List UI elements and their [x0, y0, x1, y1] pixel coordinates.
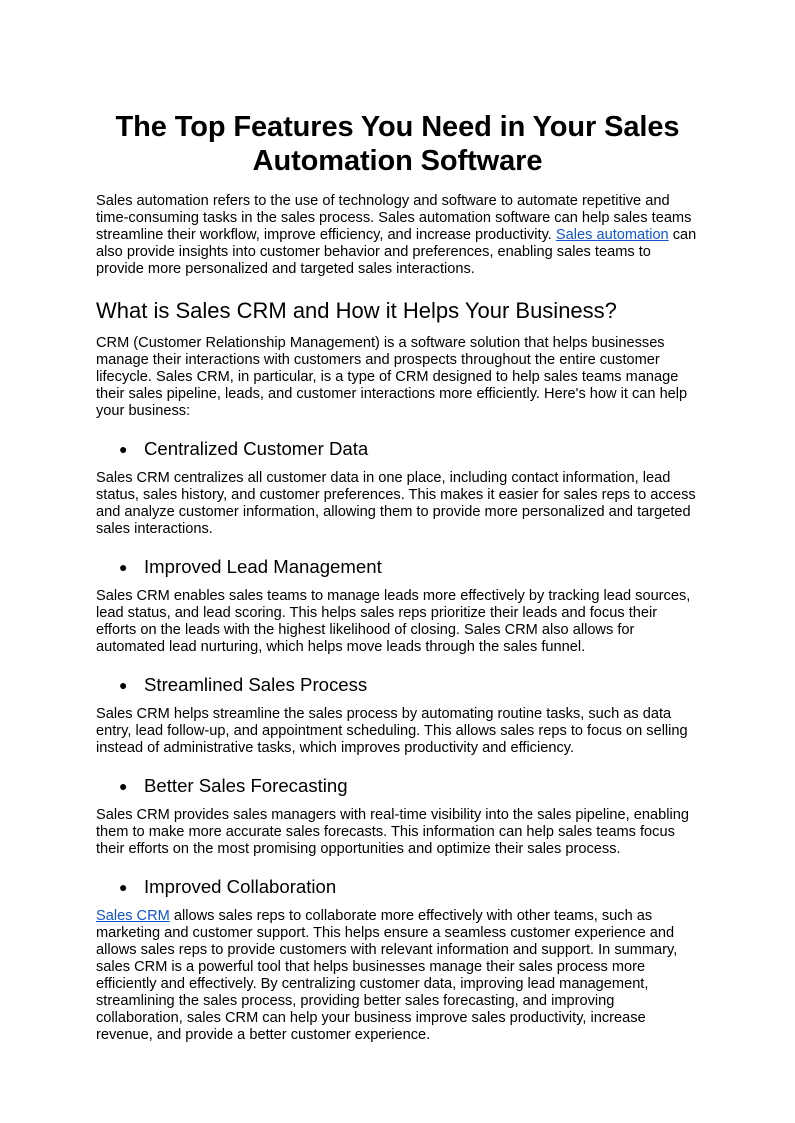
feature-heading-collaboration	[96, 876, 699, 898]
feature-heading-text: Improved Lead Management	[144, 556, 382, 577]
feature-paragraph: Sales CRM centralizes all customer data in one place, including contact information, lead status, sales history, and customer preferences. This makes it easier for sales reps to access and analyze customer information, allowing them to provide more personalized and targeted sales interactions.	[96, 470, 696, 537]
feature-heading-sales-process	[96, 674, 699, 696]
bullet-icon: ●	[119, 559, 128, 575]
feature-paragraph: Sales CRM helps streamline the sales process by automating routine tasks, such as data entry, lead follow-up, and appointment scheduling. This allows sales reps to focus on selling instead of administrative tasks, which improves productivity and efficiency.	[96, 706, 688, 756]
sales-crm-link[interactable]: Sales CRM	[96, 908, 170, 924]
bullet-icon: ●	[119, 441, 128, 457]
feature-paragraph: Sales CRM enables sales teams to manage leads more effectively by tracking lead sources, lead status, and lead scoring. This helps sales reps prioritize their leads and focus their efforts on the leads with the highest likelihood of closing. Sales CRM also allows for automated lead nurturing, which helps move leads through the sales funnel.	[96, 588, 691, 655]
feature-heading-text: Improved Collaboration	[144, 876, 337, 897]
feature-heading-centralized-data	[96, 438, 699, 460]
feature-heading-text: Centralized Customer Data	[144, 438, 369, 459]
section-heading: What is Sales CRM and How it Helps Your Business?	[96, 298, 617, 323]
intro-paragraph	[96, 193, 699, 278]
feature-paragraph: Sales CRM provides sales managers with real-time visibility into the sales pipeline, enabling them to make more accurate sales forecasts. This information can help sales teams focus their efforts on the most promising opportunities and optimize their sales process.	[96, 807, 689, 857]
sales-automation-link[interactable]: Sales automation	[555, 227, 669, 243]
feature-heading-lead-management	[96, 556, 699, 578]
bullet-icon: ●	[119, 879, 128, 895]
document-page	[96, 0, 699, 1044]
intro-text-end: can also provide insights into customer behavior and preferences, enabling sales teams to provide more personalized and targeted sales interactions.	[96, 227, 697, 277]
feature-heading-text: Better Sales Forecasting	[144, 775, 348, 796]
section-paragraph: CRM (Customer Relationship Management) is a software solution that helps businesses manage their interactions with customers and prospects throughout the entire customer lifecycle. Sales CRM, in particular, is a type of CRM designed to help sales teams manage their sales pipeline, leads, and customer interactions more efficiently. Here's how it can help your business:	[96, 335, 688, 419]
feature-heading-forecasting	[96, 775, 699, 797]
page-title: The Top Features You Need in Your Sales Automation Software	[115, 111, 680, 177]
feature-heading-text: Streamlined Sales Process	[144, 674, 368, 695]
intro-text-start: Sales automation refers to the use of technology and software to automate repetitive and time-consuming tasks in the sales process. Sales automation software can help sales teams streamline their workflow, improve efficiency, and increase productivity.	[96, 193, 692, 243]
feature-paragraph	[96, 908, 699, 1044]
bullet-icon: ●	[119, 778, 128, 794]
bullet-icon: ●	[119, 677, 128, 693]
collaboration-text: allows sales reps to collaborate more effectively with other teams, such as marketing and customer support. This helps ensure a seamless customer experience and allows sales reps to provide customers with relevant information and support. In summary, sales CRM is a powerful tool that helps businesses manage their sales process more efficiently and effectively. By centralizing customer data, improving lead management, streamlining the sales process, providing better sales forecasting, and improving collaboration, sales CRM can help your business improve sales productivity, increase revenue, and provide a better customer experience.	[96, 908, 678, 1043]
